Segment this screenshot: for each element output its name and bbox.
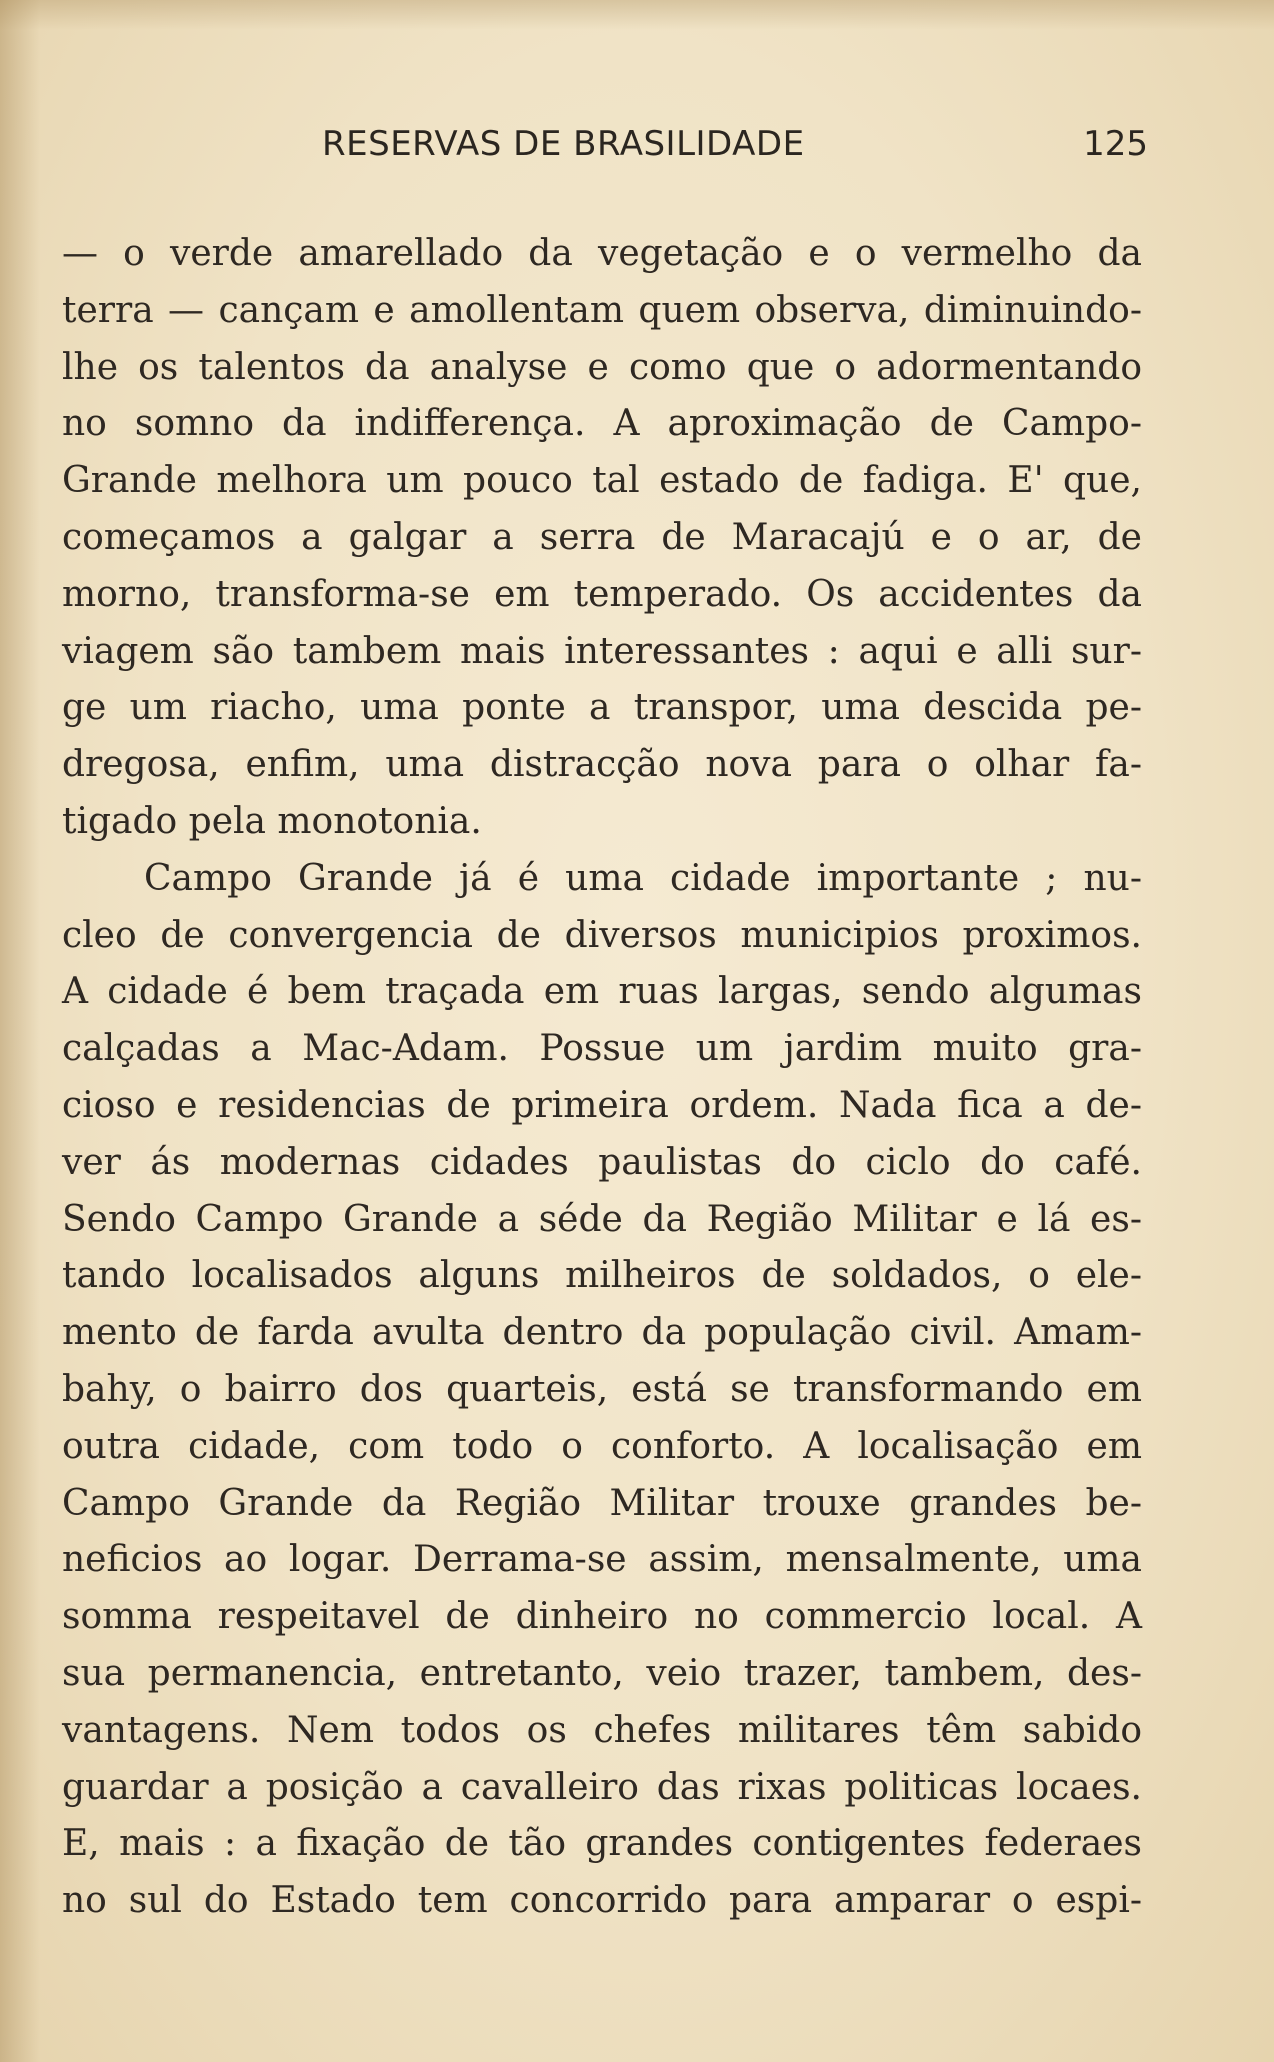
text-line: E, mais : a fixação de tão grandes contigentes federaes <box>62 1823 1142 1865</box>
text-line: dregosa, enfim, uma distracção nova para o olhar fa- <box>62 744 1142 786</box>
text-line: viagem são tambem mais interessantes : aqui e alli sur- <box>62 630 1142 672</box>
text-line: A cidade é bem traçada em ruas largas, sendo algumas <box>62 971 1142 1013</box>
text-line: Grande melhora um pouco tal estado de fadiga. E' que, <box>62 460 1142 502</box>
text-line: ver ás modernas cidades paulistas do ciclo do café. <box>62 1141 1142 1183</box>
text-line: Campo Grande da Região Militar trouxe grandes be- <box>62 1482 1142 1524</box>
text-line: no somno da indifferença. A aproximação de Campo- <box>62 403 1142 445</box>
running-title: RESERVAS DE BRASILIDADE <box>322 124 805 164</box>
text-line: vantagens. Nem todos os chefes militares têm sabido <box>62 1709 1142 1751</box>
text-line: ge um riacho, uma ponte a transpor, uma descida pe- <box>62 687 1142 729</box>
text-line: sua permanencia, entretanto, veio trazer, tambem, des- <box>62 1652 1142 1694</box>
body-text <box>62 226 1142 1930</box>
text-line: somma respeitavel de dinheiro no commercio local. A <box>62 1596 1142 1638</box>
text-line: tando localisados alguns milheiros de soldados, o ele- <box>62 1255 1142 1297</box>
text-line: no sul do Estado tem concorrido para amparar o espi- <box>62 1880 1142 1922</box>
running-head <box>62 118 1148 178</box>
text-line: Sendo Campo Grande a séde da Região Militar e lá es- <box>62 1198 1142 1240</box>
text-line: lhe os talentos da analyse e como que o adormentando <box>62 346 1142 388</box>
text-line: tigado pela monotonia. <box>62 800 482 842</box>
text-line: calçadas a Mac-Adam. Possue um jardim muito gra- <box>62 1028 1142 1070</box>
text-line: guardar a posição a cavalleiro das rixas politicas locaes. <box>62 1766 1142 1808</box>
paragraph-first-line: Campo Grande já é uma cidade importante ; nu- <box>144 857 1142 899</box>
text-line: neficios ao logar. Derrama-se assim, mensalmente, uma <box>62 1539 1142 1581</box>
text-line: morno, transforma-se em temperado. Os accidentes da <box>62 573 1142 615</box>
text-line: outra cidade, com todo o conforto. A localisação em <box>62 1425 1142 1467</box>
text-line: cioso e residencias de primeira ordem. Nada fica a de- <box>62 1084 1142 1126</box>
text-line: começamos a galgar a serra de Maracajú e o ar, de <box>62 516 1142 558</box>
text-line: cleo de convergencia de diversos municipios proximos. <box>62 914 1142 956</box>
page-number: 125 <box>1083 124 1148 164</box>
text-line: terra — cançam e amollentam quem observa, diminuindo- <box>62 289 1142 331</box>
text-line: bahy, o bairro dos quarteis, está se transformando em <box>62 1368 1142 1410</box>
text-line: — o verde amarellado da vegetação e o vermelho da <box>62 233 1142 274</box>
text-line: mento de farda avulta dentro da população civil. Amam- <box>62 1312 1142 1354</box>
